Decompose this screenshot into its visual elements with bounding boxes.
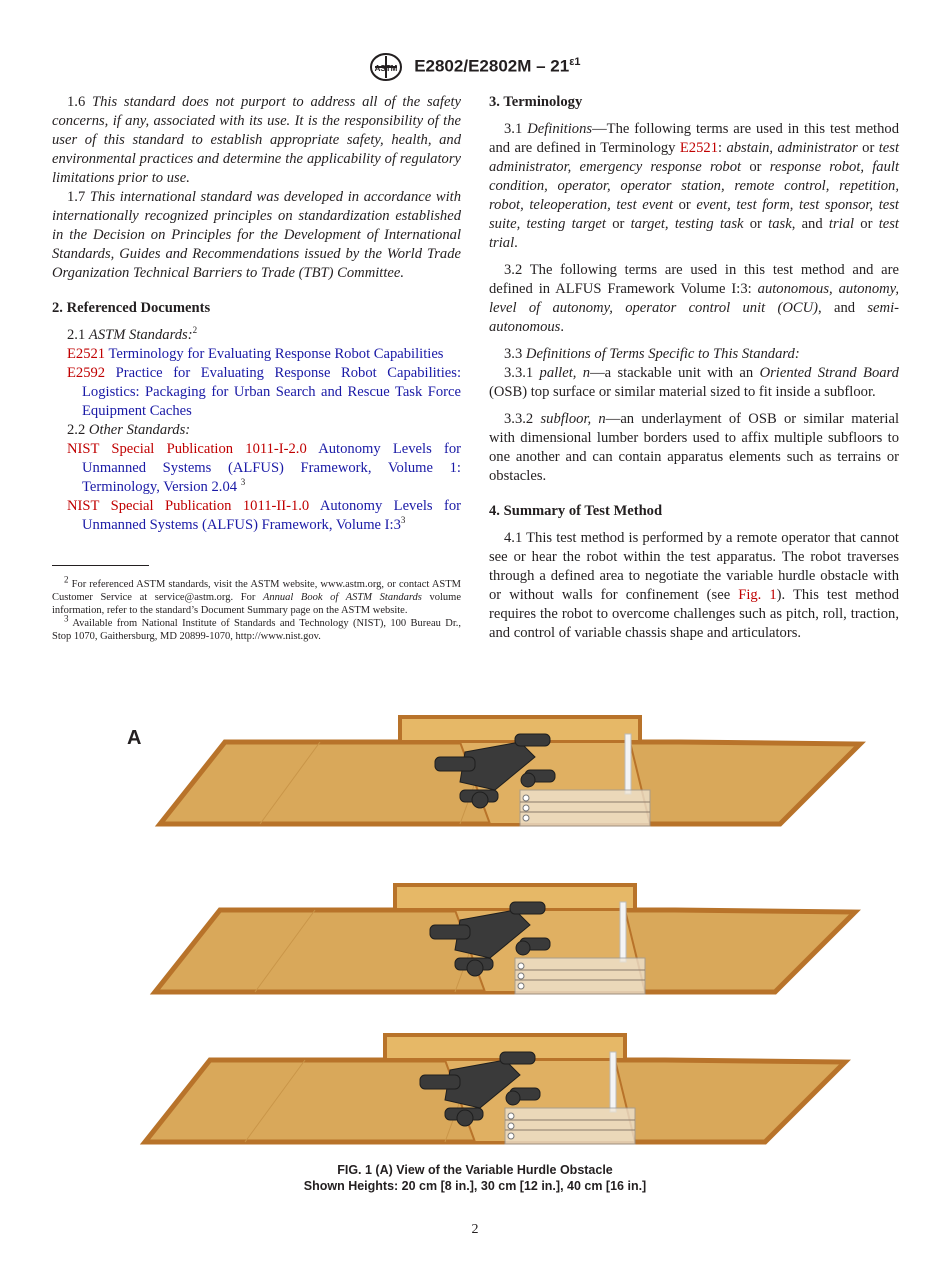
right-column: [489, 93, 899, 643]
section-3-heading: 3. Terminology: [489, 94, 583, 110]
para-2-2: 2.2 Other Standards:: [67, 422, 191, 438]
footnote-3: $^3$ Available from National Institute of Standards and Technology (NIST), 100 Bureau Dr., Stop 1070, Gaithersburg, MD 20899-1070, http://www.nist.gov.: [52, 613, 462, 642]
section-2-heading: 2. Referenced Documents: [52, 300, 211, 316]
epsilon-superscript: ε1: [569, 55, 581, 68]
ref-e2521-link[interactable]: E2521: [67, 346, 106, 362]
para-3-1: 3.1 Definitions—The following terms are used in this test method and are defined in Terminology E2521: abstain, administrator or test administrator, emergency response robot or response robot, fault condition, operator, operator station, remote control, repetition, robot, teleoperation, test event or event, test form, test sponsor, test suite, testing target or target, testing task or task, and trial or test trial.: [489, 121, 900, 251]
ref-e2521-title-link[interactable]: Terminology for Evaluating Response Robot Capabilities: [108, 346, 444, 362]
para-2-1: 2.1 ASTM Standards:$^2$: [67, 325, 198, 343]
reference-nist-1011-ii: NIST Special Publication 1011-II-1.0 Autonomy Levels for Unmanned Systems (ALFUS) Framework, Volume $I:3^3$: [67, 498, 461, 533]
para-3-3-2: 3.3.2 subfloor, n—an underlayment of OSB or similar material with dimensional lumber borders used to affix multiple subfloors to one another and can contain apparatus elements such as terrains or obstacles.: [489, 411, 899, 484]
section-4-heading: 4. Summary of Test Method: [489, 503, 663, 519]
para-1-6: 1.6 This standard does not purport to address all of the safety concerns, if any, associated with its use. It is the responsibility of the user of this standard to establish appropriate safety, health, and environmental practices and determine the applicability of regulatory limitations prior to use.: [52, 94, 461, 186]
fig1-link[interactable]: Fig. 1: [738, 587, 777, 603]
apparatus-20cm: [160, 717, 860, 826]
figure-caption: FIG. 1 (A) View of the Variable Hurdle Obstacle Shown Heights: 20 cm [8 in.], 30 cm [12 in.], 40 cm [16 in.]: [303, 1163, 647, 1193]
ref-e2592-title-link[interactable]: Practice for Evaluating Response Robot Capabilities: Logistics: Packaging for Urban Search and Rescue Task Force Equipment Caches: [82, 365, 461, 419]
left-column: [52, 93, 461, 643]
ref-nist-ii-title-link[interactable]: Autonomy Levels for Unmanned Systems (ALFUS) Framework, Volume I:3: [82, 498, 461, 533]
designation: E2802/E2802M – 21: [414, 56, 570, 76]
svg-text:ASTM: ASTM: [375, 64, 398, 73]
document-header: [0, 52, 950, 82]
para-1-7: 1.7 This international standard was developed in accordance with internationally recognized principles on standardization established in the Decision on Principles for the Development of International Standards, Guides and Recommendations issued by the World Trade Organization Technical Barriers to Trade (TBT) Committee.: [52, 189, 462, 281]
page-number: 2: [471, 1222, 479, 1237]
footnote-2: $^2$ For referenced ASTM standards, visit the ASTM website, www.astm.org, or contact ASTM Customer Service at service@astm.org. For Annual Book of ASTM Standards volume information, refer to the standard’s Document Summary page on the ASTM website.: [52, 574, 461, 616]
para-4-1: 4.1 This test method is performed by a remote operator that cannot see or hear the robot within the test apparatus. The robot traverses through a defined area to negotiate the variable hurdle obstacle with or without walls for confinement (see Fig. 1). This test method requires the robot to overcome challenges such as pitch, roll, traction, and control of variable chassis shape and articulators.: [489, 530, 900, 641]
footnotes: [52, 574, 462, 643]
footnote-divider: [52, 565, 149, 566]
reference-e2592: [52, 364, 461, 421]
astm-logo-icon: [369, 52, 403, 82]
para-3-3: 3.3 Definitions of Terms Specific to This Standard:: [504, 346, 800, 362]
figure-panel-label: A: [127, 727, 142, 749]
ref-nist-i-title-link[interactable]: Autonomy Levels for Unmanned Systems (ALFUS) Framework, Volume 1: Terminology, Version 2.04: [82, 441, 462, 495]
figure-1-hurdle-illustration: [100, 712, 900, 1152]
reference-e2521: [52, 345, 461, 364]
ref-nist-ii-link[interactable]: NIST Special Publication 1011-II-1.0: [67, 498, 310, 514]
e2521-link[interactable]: E2521: [679, 140, 718, 156]
apparatus-30cm: [155, 885, 855, 994]
apparatus-40cm: [145, 1035, 845, 1144]
ref-nist-i-link[interactable]: NIST Special Publication 1011-I-2.0: [67, 441, 307, 457]
reference-nist-1011-i: NIST Special Publication 1011-I-2.0 Autonomy Levels for Unmanned Systems (ALFUS) Framework, Volume 1: Terminology, Version 2.04 $^3$: [67, 441, 462, 495]
para-3-3-1: 3.3.1 pallet, n—a stackable unit with an Oriented Strand Board (OSB) top surface or similar material sized to fit inside a subfloor.: [489, 365, 899, 400]
ref-e2592-link[interactable]: E2592: [67, 365, 106, 381]
para-3-2: 3.2 The following terms are used in this test method and are defined in ALFUS Framework Volume I:3: autonomous, autonomy, level of autonomy, operator control unit (OCU), and semi-autonomous.: [489, 262, 900, 335]
